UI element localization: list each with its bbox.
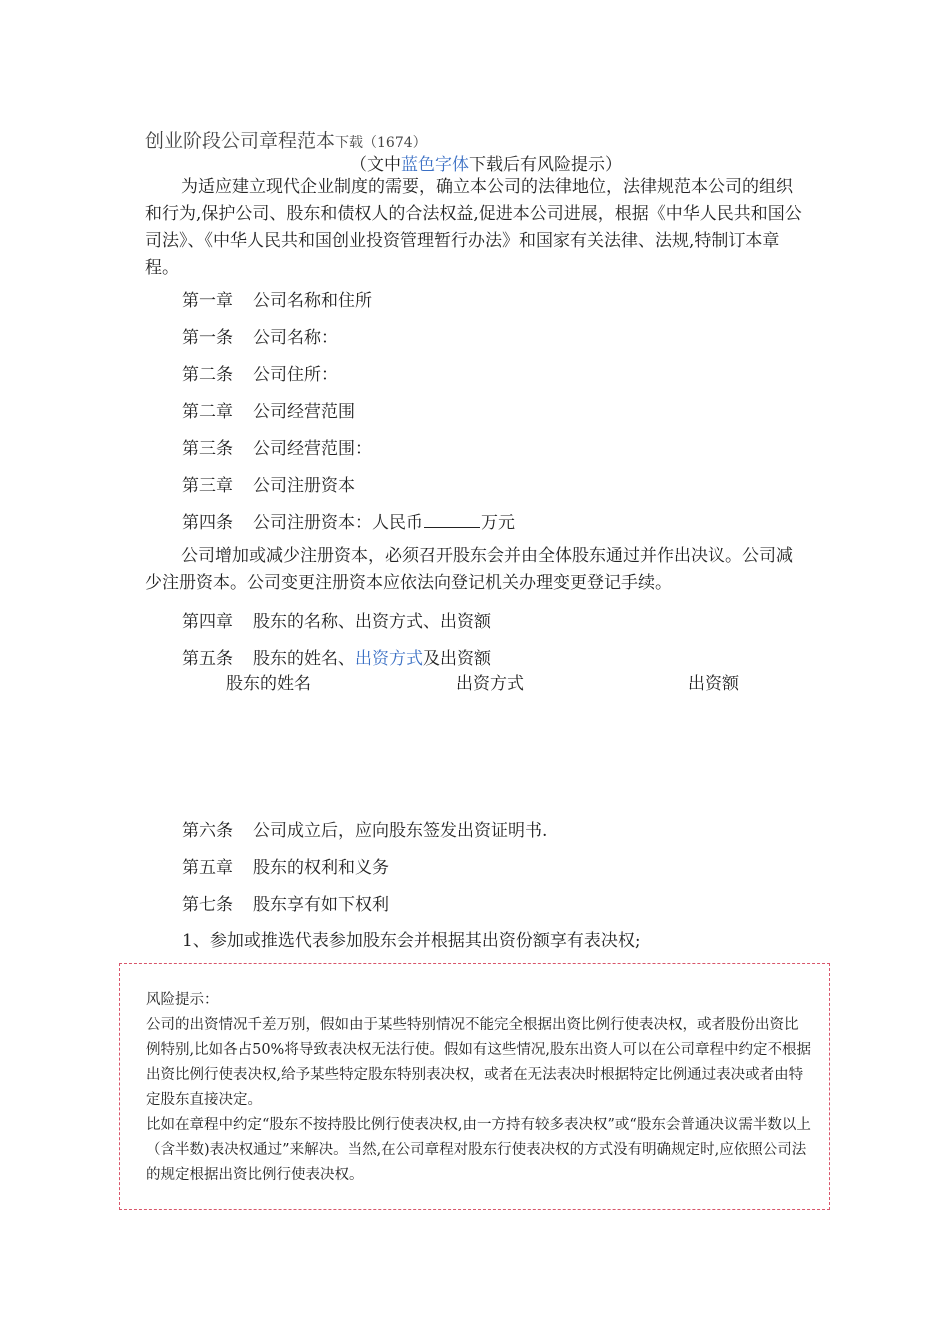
line-num: 第六条: [182, 821, 233, 841]
doc-subtitle: [350, 150, 622, 175]
capital-blank-underline: [424, 513, 480, 528]
article-4: [182, 508, 515, 533]
capital-paragraph: [145, 543, 805, 597]
line-num: 第三章: [182, 476, 233, 496]
title-main: 创业阶段公司章程范本: [145, 130, 336, 152]
risk-heading: 风险提示：: [146, 992, 219, 1008]
line-num: 第四章: [182, 612, 233, 632]
line-text: 公司注册资本: [253, 476, 355, 496]
line-text: 股东的权利和义务: [253, 858, 389, 878]
line-num: 第五条: [182, 649, 233, 669]
title-suffix: 下载（1674）: [335, 135, 427, 151]
line-text-blue: 出资方式: [355, 649, 423, 669]
article-5: [182, 644, 491, 669]
risk-paragraph-1: 公司的出资情况千差万别，假如由于某些特别情况不能完全根据出资比例行使表决权，或者股份出资比例特别,比如各占50%将导致表决权无法行使。假如有这些情况,股东出资人可以在公司章程中约定不根据出资比例行使表决权,给予某些特定股东特别表决权，或者在无法表决时根据特定比例通过表决或者由特定股东直接决定。: [146, 1017, 811, 1108]
line-text: 公司成立后，应向股东签发出资证明书.: [253, 821, 548, 841]
line-num: 第五章: [182, 858, 233, 878]
capital-text: 公司增加或减少注册资本，必须召开股东会并由全体股东通过并作出决议。公司减少注册资本。公司变更注册资本应依法向登记机关办理变更登记手续。: [145, 546, 793, 593]
line-num: 第七条: [182, 895, 233, 915]
line-num: 第三条: [182, 439, 233, 459]
line-text: 公司经营范围：: [253, 439, 372, 459]
subtitle-blue: 蓝色字体: [401, 155, 469, 175]
intro-paragraph: [145, 174, 805, 282]
intro-text: 为适应建立现代企业制度的需要，确立本公司的法律地位，法律规范本公司的组织和行为,保护公司、股东和债权人的合法权益,促进本公司进展，根据《中华人民共和国公司法》、《中华人民共和国创业投资管理暂行办法》和国家有关法律、法规,特制订本章程。: [145, 177, 802, 278]
subtitle-post: 下载后有风险提示）: [469, 155, 622, 175]
article-3: [182, 434, 372, 459]
line-num: 第四条: [182, 513, 233, 533]
line-text: 股东的名称、出资方式、出资额: [253, 612, 491, 632]
chapter-1: [182, 286, 372, 311]
line-text: 公司名称和住所: [253, 291, 372, 311]
line-text: 公司住所：: [253, 365, 338, 385]
article-1: [182, 323, 338, 348]
line-num: 第二章: [182, 402, 233, 422]
chapter-3: [182, 471, 355, 496]
chapter-4: [182, 607, 491, 632]
chapter-2: [182, 397, 355, 422]
table-header-amount: 出资额: [688, 674, 739, 694]
line-text: 公司名称：: [253, 328, 338, 348]
line-text: 公司注册资本：人民币: [253, 513, 423, 533]
line-num: 第二条: [182, 365, 233, 385]
doc-title: [145, 126, 427, 153]
article-2: [182, 360, 338, 385]
line-num: 第一章: [182, 291, 233, 311]
line-text: 股东享有如下权利: [253, 895, 389, 915]
risk-warning-box: [119, 963, 830, 1210]
chapter-5: [182, 853, 389, 878]
line-text-unit: 万元: [481, 513, 515, 533]
risk-content: [146, 988, 811, 1188]
article-7: [182, 890, 389, 915]
article-6: [182, 816, 547, 841]
table-header-name: 股东的姓名: [226, 674, 311, 694]
line-text: 股东的姓名、: [253, 649, 355, 669]
subtitle-pre: （文中: [350, 155, 401, 175]
table-header-method: 出资方式: [456, 674, 524, 694]
line-num: 第一条: [182, 328, 233, 348]
line-text: 公司经营范围: [253, 402, 355, 422]
risk-paragraph-2: 比如在章程中约定“股东不按持股比例行使表决权,由一方持有较多表决权”或“股东会普通决议需半数以上（含半数)表决权通过”来解决。当然,在公司章程对股东行使表决权的方式没有明确规定时,应依照公司法的规定根据出资比例行使表决权。: [146, 1117, 811, 1183]
line-text-end: 及出资额: [423, 649, 491, 669]
rights-item-1: 1、参加或推选代表参加股东会并根据其出资份额享有表决权;: [182, 931, 641, 951]
